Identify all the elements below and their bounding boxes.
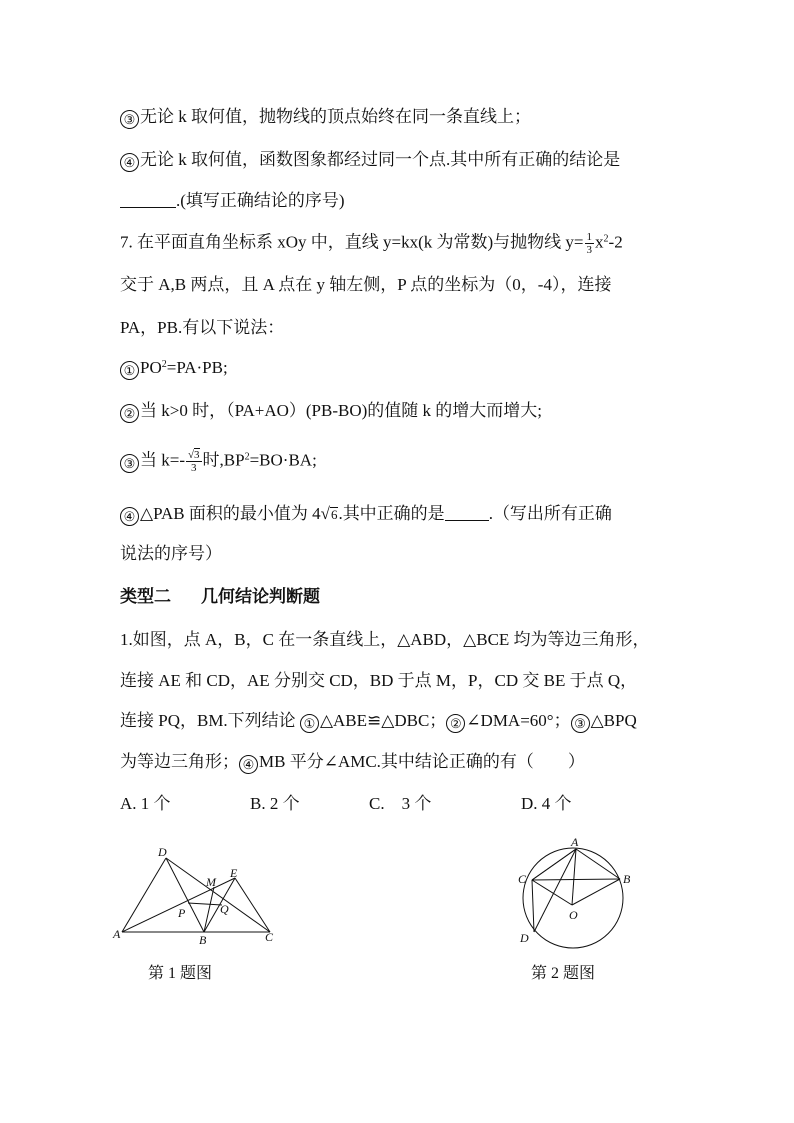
q7-item2-text: 当 k>0 时，（PA+AO）(PB-BO)的值随 k 的增大而增大; xyxy=(140,401,543,420)
q7-item4-c: .（写出所有正确 xyxy=(488,504,612,523)
fig1-label-m: M xyxy=(206,875,216,889)
q1-line4-b: MB 平分∠AMC.其中结论正确的有（ ） xyxy=(259,752,585,771)
q7-line2-text: 交于 A,B 两点，且 A 点在 y 轴左侧，P 点的坐标为（0，-4），连接 xyxy=(120,275,612,294)
fig2-label-o: O xyxy=(569,908,578,922)
section-heading xyxy=(120,588,320,605)
fig1-label-c: C xyxy=(265,930,274,944)
q7-item4-a: △PAB 面积的最小值为 4 xyxy=(140,504,321,523)
q7-item4-b: .其中正确的是 xyxy=(338,504,445,523)
figure-1-caption: 第 1 题图 xyxy=(148,965,213,982)
q1-line3 xyxy=(120,712,637,733)
fig2-label-b: B xyxy=(623,872,631,886)
fig1-label-e: E xyxy=(230,866,238,880)
fraction-denominator: 3 xyxy=(586,244,593,257)
q6-item4-text: 无论 k 取何值，函数图象都经过同一个点.其中所有正确的结论是 xyxy=(140,150,621,169)
circled-number: ③ xyxy=(571,714,590,733)
superscript: 2 xyxy=(244,451,250,463)
fraction-numerator: √3 xyxy=(188,449,200,461)
q7-item1 xyxy=(120,359,228,380)
q6-item4 xyxy=(120,151,620,172)
q1-line3-b: △ABE≌△DBC； xyxy=(319,711,447,730)
q7-item3-a: 当 k=- xyxy=(140,450,185,470)
circled-number: ④ xyxy=(239,755,258,774)
q7-item4 xyxy=(120,505,612,526)
option-d[interactable]: D. 4 个 xyxy=(521,794,572,813)
q7-line1 xyxy=(120,231,623,256)
option-b[interactable]: B. 2 个 xyxy=(250,794,300,813)
q7-line3 xyxy=(120,319,284,336)
superscript: 2 xyxy=(603,233,609,245)
q7-line1-b: x xyxy=(595,232,604,252)
q7-line-end-text: 说法的序号） xyxy=(120,544,222,563)
fraction xyxy=(186,449,202,474)
q1-line2 xyxy=(120,672,637,689)
answer-blank[interactable] xyxy=(120,193,176,208)
fig1-label-a: A xyxy=(113,927,121,941)
fig1-label-q: Q xyxy=(220,902,229,916)
q1-options xyxy=(120,795,572,812)
figure-1-diagram xyxy=(110,840,280,950)
q1-line1-text: 1.如图，点 A，B，C 在一条直线上，△ABD，△BCE 均为等边三角形， xyxy=(120,630,650,649)
fig2-label-c: C xyxy=(518,872,527,886)
q1-line1 xyxy=(120,631,650,648)
q7-line-end xyxy=(120,545,222,562)
q1-line3-c: ∠DMA=60°； xyxy=(466,711,571,730)
section-title: 几何结论判断题 xyxy=(201,587,320,606)
figure-2-caption: 第 2 题图 xyxy=(531,965,596,982)
q1-line3-a: 连接 PQ，BM.下列结论 xyxy=(120,711,300,730)
q7-line1-c: -2 xyxy=(608,232,623,252)
q7-item2 xyxy=(120,402,542,423)
q1-line4-a: 为等边三角形； xyxy=(120,752,239,771)
fig2-label-a: A xyxy=(571,836,579,849)
q7-line2 xyxy=(120,276,611,293)
q7-item3 xyxy=(120,449,317,474)
q7-item1-a: PO xyxy=(140,358,162,377)
fig1-label-d: D xyxy=(158,845,167,859)
circled-number: ② xyxy=(120,404,139,423)
q1-line3-d: △BPQ xyxy=(590,711,637,730)
sqrt-sign: √ xyxy=(320,504,330,523)
figure-2-diagram xyxy=(510,836,635,956)
circled-number: ② xyxy=(446,714,465,733)
fig1-label-b: B xyxy=(199,933,207,947)
q1-line4 xyxy=(120,753,585,774)
q1-line2-text: 连接 AE 和 CD，AE 分别交 CD，BD 于点 M，P，CD 交 BE 于点 Q， xyxy=(120,671,638,690)
circled-number: ③ xyxy=(120,110,139,129)
q6-item3-text: 无论 k 取何值，抛物线的顶点始终在同一条直线上； xyxy=(140,107,531,126)
circled-number: ③ xyxy=(120,454,139,473)
q7-item1-b: =PA·PB; xyxy=(166,358,228,377)
sqrt-radicand: 6 xyxy=(330,507,338,522)
fig2-label-d: D xyxy=(520,931,529,945)
circled-number: ① xyxy=(300,714,319,733)
option-a[interactable]: A. 1 个 xyxy=(120,794,171,813)
q6-fill-note: .(填写正确结论的序号) xyxy=(176,191,345,210)
radicand: 3 xyxy=(194,449,200,461)
q6-item3 xyxy=(120,108,531,129)
q7-item3-c: =BO·BA; xyxy=(249,450,317,470)
fig1-label-p: P xyxy=(178,906,186,920)
superscript: 2 xyxy=(161,359,167,370)
section-label: 类型二 xyxy=(120,587,171,606)
circled-number: ④ xyxy=(120,153,139,172)
fraction xyxy=(585,231,595,256)
q7-line1-a: 7. 在平面直角坐标系 xOy 中，直线 y=kx(k 为常数)与抛物线 y= xyxy=(120,232,584,252)
option-c[interactable]: C. 3 个 xyxy=(369,794,432,813)
fraction-denominator: 3 xyxy=(191,462,197,475)
fraction-numerator: 1 xyxy=(586,231,593,243)
q6-blank-line xyxy=(120,192,345,209)
circled-number: ① xyxy=(120,361,139,380)
circled-number: ④ xyxy=(120,507,139,526)
q7-line3-text: PA，PB.有以下说法： xyxy=(120,318,285,337)
answer-blank[interactable] xyxy=(445,506,489,521)
q7-item3-b: 时,BP xyxy=(202,450,245,470)
